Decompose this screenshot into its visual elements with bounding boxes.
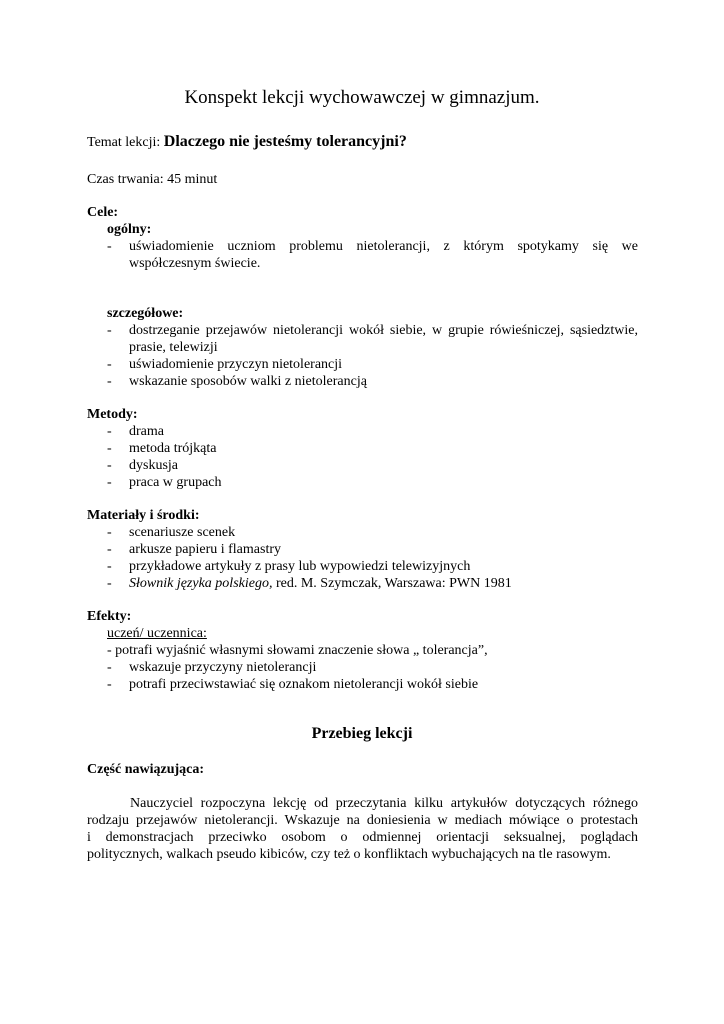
cele-specific-heading: szczegółowe: [107,306,184,321]
document-title: Konspekt lekcji wychowawczej w gimnazjum. [184,87,540,108]
efekty-subheading: uczeń/ uczennica: [107,626,207,641]
przebieg-heading: Przebieg lekcji [311,725,413,742]
efekty-heading: Efekty: [87,609,132,624]
paragraph-line: Nauczyciel rozpoczyna lekcję od przeczytania kilku artykułów dotyczących różnego [130,796,638,811]
cele-heading: Cele: [87,205,119,220]
dictionary-title: Słownik języka polskiego, [129,576,273,591]
materialy-heading: Materiały i środki: [87,508,200,523]
lesson-topic [87,133,407,151]
paragraph-line: i demonstracjach przeciwko osobom o odmiennej orientacji seksualnej, poglądach [87,830,638,845]
topic-value: Dlaczego nie jesteśmy tolerancyjni? [163,133,407,150]
cele-general-heading: ogólny: [107,222,152,237]
document-page: Konspekt lekcji wychowawczej w gimnazjum. Temat lekcji: Dlaczego nie jesteśmy tolerancyjni? Czas trwania: 45 minut Cele: ogólny: - uświadomienie uczniom problemu nietolerancji, z którym spotykamy się we współczesnym świecie. szczegółowe: - dostrzeganie przejawów nietolerancji wokół siebie, w grupie rówieśniczej, sąsiedztwie, prasie, telewizji - uświadomienie przyczyn nietolerancji - wskazanie sposobów walki z nietolerancją Metody: - drama - metoda trójkąta - dyskusja - praca w grupach Materiały i środki: - scenariusze scenek - arkusze papieru i flamastry - przykładowe artykuły z prasy lub wypowiedzi telewizyjnych - Słownik języka polskiego, red. M. Szymczak, Warszawa: PWN 1981 Efekty: uczeń/ uczennica: - potrafi wyjaśnić własnymi słowami znaczenie słowa „ tolerancja”, - wskazuje przyczyny nietolerancji - potrafi przeciwstawiać się oznakom nietolerancji wokół siebie Przebieg lekcji Część nawiązująca: Nauczyciel rozpoczyna lekcję od przeczytania kilku artykułów dotyczących różnego rodzaju przejawów nietolerancji. Wskazuje na doniesienia w mediach mówiące o protestach i demonstracjach przeciwko osobom o odmiennej orientacji seksualnej, poglądach politycznych, walkach pseudo kibiców, czy też o konfliktach wybuchających na tle rasowym. [0,0,724,1024]
part-heading: Część nawiązująca: [87,762,205,777]
list-item: - potrafi wyjaśnić własnymi słowami znaczenie słowa „ tolerancja”, [107,643,488,658]
metody-heading: Metody: [87,407,138,422]
paragraph-line: politycznych, walkach pseudo kibiców, czy też o konfliktach wybuchających na tle rasowym. [87,847,611,862]
paragraph-line: rodzaju przejawów nietolerancji. Wskazuje na doniesienia w mediach mówiące o protestach [87,813,638,828]
topic-label: Temat lekcji: [87,135,164,150]
duration: Czas trwania: 45 minut [87,172,218,187]
